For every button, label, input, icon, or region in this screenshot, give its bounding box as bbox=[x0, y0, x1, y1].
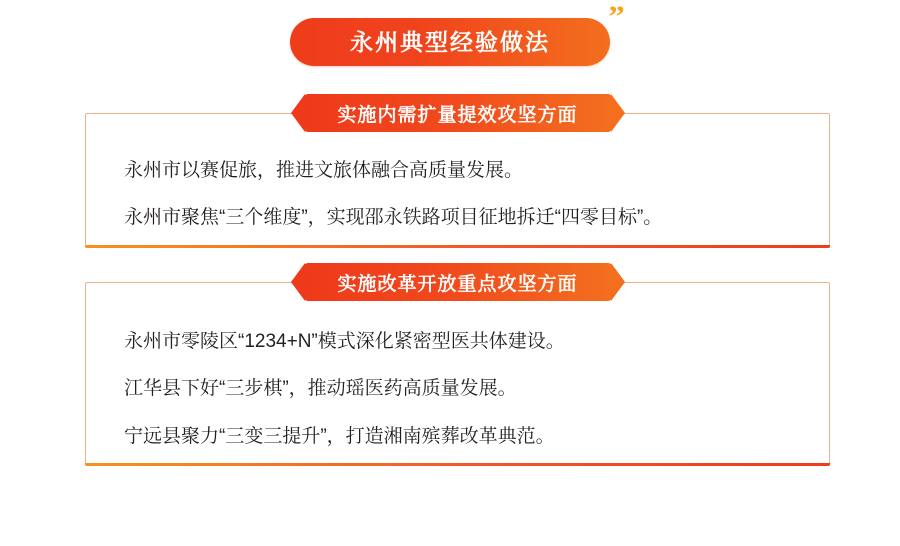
section-card bbox=[85, 273, 830, 466]
list-item: 永州市聚焦“三个维度”，实现邵永铁路项目征地拆迁“四零目标”。 bbox=[124, 207, 663, 229]
list-item: 永州市零陵区“1234+N”模式深化紧密型医共体建设。 bbox=[124, 331, 565, 352]
list-item: 宁远县聚力“三变三提升”，打造湘南殡葬改革典范。 bbox=[124, 425, 555, 447]
quote-mark-icon: ” bbox=[608, 0, 625, 33]
section-heading-ribbon: 实施内需扩量提效攻坚方面 bbox=[303, 94, 611, 132]
section-content bbox=[86, 283, 829, 451]
section-card bbox=[85, 104, 830, 248]
bottom-accent-bar bbox=[85, 245, 830, 248]
main-title-banner bbox=[290, 0, 625, 66]
page-title: 永州典型经验做法 bbox=[350, 28, 550, 55]
list-item: 永州市以赛促旅，推进文旅体融合高质量发展。 bbox=[124, 160, 524, 181]
main-title-container bbox=[0, 0, 900, 66]
list-item: 江华县下好“三步棋”，推动瑶医药高质量发展。 bbox=[124, 378, 517, 400]
section-heading-ribbon: 实施改革开放重点攻坚方面 bbox=[303, 263, 611, 301]
bottom-accent-bar bbox=[85, 463, 830, 466]
